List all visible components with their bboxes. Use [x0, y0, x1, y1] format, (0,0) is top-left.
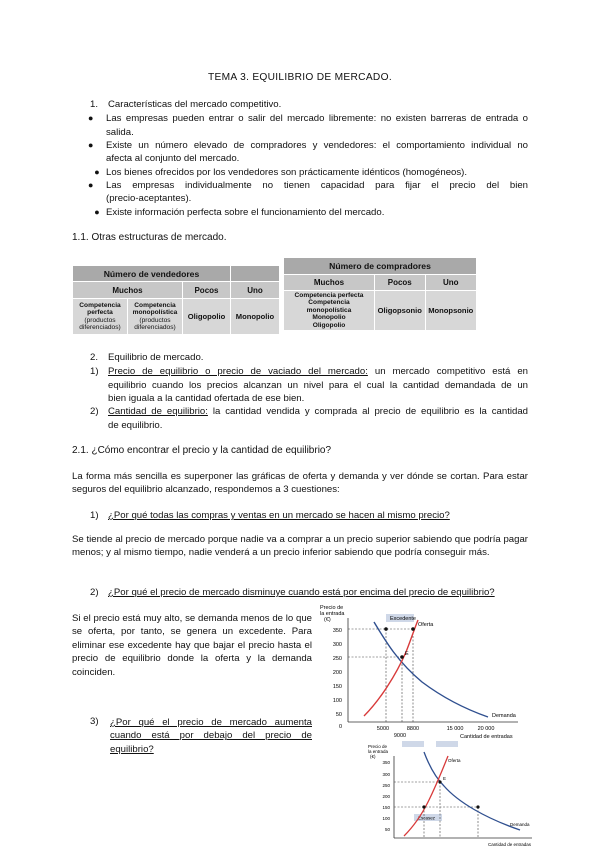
section-2-heading: 2. Equilibrio de mercado.	[90, 352, 204, 363]
point	[422, 805, 425, 808]
page-title: TEMA 3. EQUILIBRIO DE MERCADO.	[208, 72, 392, 83]
table-header: Número de compradores	[284, 258, 477, 275]
y-axis-label: Precio de	[320, 605, 344, 611]
y-ticks	[382, 760, 390, 832]
table-header: Número de vendedores	[73, 266, 231, 282]
point	[411, 627, 415, 631]
supply-label: Oferta	[448, 758, 461, 763]
demand-label: Demanda	[492, 713, 516, 719]
table-cell: Competencia perfecta Competencia monopolística Monopolio Oligopolio	[284, 291, 375, 331]
list-item-cont: salida.	[106, 127, 134, 138]
answer-1: Se tiende al precio de mercado porque nadie va a comprar a un precio superior sabiendo que podría pagar menos; y al mismo tiempo, nadie venderá a un precio inferior sabiendo que podría conseguir más.	[72, 534, 528, 559]
equilibrium-point	[400, 655, 404, 659]
point	[476, 805, 479, 808]
list-item: ● Las empresas individualmente no tienen capacidad para fijar el precio del bien	[88, 180, 528, 191]
x-note: 9000	[393, 733, 407, 739]
col-header: Pocos	[375, 275, 426, 291]
section-number: 1.	[90, 99, 99, 110]
col-header: Uno	[230, 282, 279, 299]
intro-paragraph: La forma más sencilla es superponer las gráficas de oferta y demanda y ver dónde se cortan. Para estar seguros del equilibrio alcanzado, respondemos a 3 cuestiones:	[72, 471, 528, 496]
x-tick: 5000	[376, 726, 390, 732]
answer-2: Si el precio está muy alto, se demanda menos de lo que se oferta, por tanto, se genera un excedente. Para eliminar ese excedente hay que bajar el precio hasta el precio de equilibrio donde la oferta y la demanda coinciden.	[72, 613, 312, 678]
y-tick: 350	[382, 760, 390, 765]
list-item: ● Las empresas pueden entrar o salir del mercado libremente: no existen barreras de entrada o	[88, 113, 528, 124]
shortage-chart	[360, 740, 540, 848]
definition-item: 2) Cantidad de equilibrio: la cantidad vendida y comprada al precio de equilibrio es la cantidad	[90, 406, 528, 417]
buyers-table	[283, 257, 477, 331]
y-tick: 150	[382, 805, 390, 810]
demand-label: Demanda	[510, 822, 530, 827]
definition-cont: de equilibrio.	[108, 420, 163, 431]
section-1-1-heading: 1.1. Otras estructuras de mercado.	[72, 232, 227, 243]
x-tick: 20 000	[477, 726, 495, 732]
list-item: ● Los bienes ofrecidos por los vendedores son prácticamente idénticos (homogéneos).	[94, 167, 468, 178]
col-header: Muchos	[284, 275, 375, 291]
col-header: Muchos	[73, 282, 183, 299]
y-tick: 300	[332, 642, 342, 648]
equilibrium-point	[438, 780, 441, 783]
question-1: 1) ¿Por qué todas las compras y ventas en un mercado se hacen al mismo precio?	[90, 510, 450, 521]
y-axis-label: (€)	[324, 617, 331, 623]
demand-curve	[374, 622, 488, 717]
x-axis-label: Cantidad de entradas	[488, 842, 532, 847]
x-axis-label: Cantidad de entradas	[460, 734, 513, 740]
y-axis-label: (€)	[370, 754, 376, 759]
y-tick: 150	[332, 684, 342, 690]
table-cell: Monopsonio	[425, 291, 476, 331]
label-box	[436, 741, 458, 747]
section-title: Características del mercado competitivo.	[108, 99, 282, 110]
y-axis-label: la entrada	[368, 749, 389, 754]
definition-item: 1) Precio de equilibrio o precio de vaciado del mercado: un mercado competitivo está en	[90, 366, 528, 377]
table-cell: Oligopsonio	[375, 291, 426, 331]
y-tick: 200	[332, 670, 342, 676]
y-tick: 100	[382, 816, 390, 821]
question-3: ¿Por qué el precio de mercado aumenta cuando está por debajo del precio de equilibrio?	[110, 717, 312, 755]
y-tick: 200	[382, 794, 390, 799]
question-3-num: 3)	[90, 716, 99, 727]
list-item-cont: afecta al conjunto del mercado.	[106, 153, 240, 164]
x-tick: 8800	[406, 726, 420, 732]
label-box	[402, 741, 424, 747]
table-cell: Competencia monopolística (productos diferenciados)	[128, 299, 183, 335]
y-tick: 50	[335, 712, 342, 718]
definition-cont: equilibrio cuando los precios alcanzan un nivel para el cual la cantidad demandada de un	[108, 380, 528, 391]
supply-label: Oferta	[418, 622, 434, 628]
y-axis-label: Precio de	[368, 744, 388, 749]
supply-curve	[404, 756, 448, 836]
sellers-table	[72, 265, 280, 335]
list-item: ● Existe un número elevado de compradores y vendedores: el comportamiento individual no	[88, 140, 528, 151]
equilibrium-label: E	[443, 776, 447, 781]
section-2-1-heading: 2.1. ¿Cómo encontrar el precio y la cantidad de equilibrio?	[72, 445, 332, 456]
y-tick: 50	[384, 827, 390, 832]
y-ticks	[333, 628, 342, 730]
shortage-label: Escasez	[418, 815, 436, 821]
supply-curve	[364, 620, 418, 716]
list-item-cont: (precio-aceptantes).	[106, 193, 192, 204]
table-cell: Oligopolio	[183, 299, 231, 335]
surplus-label: Excedente	[390, 616, 416, 622]
col-header: Uno	[425, 275, 476, 291]
x-tick: 15 000	[446, 726, 464, 732]
equilibrium-label: E	[405, 651, 409, 657]
point	[384, 627, 388, 631]
list-item: ● Existe información perfecta sobre el funcionamiento del mercado.	[94, 207, 385, 218]
y-tick: 250	[382, 783, 390, 788]
y-tick: 100	[332, 698, 342, 704]
y-tick: 250	[332, 656, 342, 662]
definition-cont: bien iguala a la cantidad ofertada de ese bien.	[108, 393, 305, 404]
section-1-heading	[90, 99, 281, 110]
y-tick: 350	[332, 628, 342, 634]
table-cell: Monopolio	[230, 299, 279, 335]
y-axis-label: la entrada	[320, 611, 345, 617]
surplus-chart	[318, 600, 538, 742]
y-tick: 0	[338, 724, 342, 730]
y-tick: 300	[382, 772, 390, 777]
table-cell: Competencia perfecta (productos diferenciados)	[73, 299, 128, 335]
col-header: Pocos	[183, 282, 231, 299]
question-2: 2) ¿Por qué el precio de mercado disminuye cuando está por encima del precio de equilibrio?	[90, 587, 495, 598]
